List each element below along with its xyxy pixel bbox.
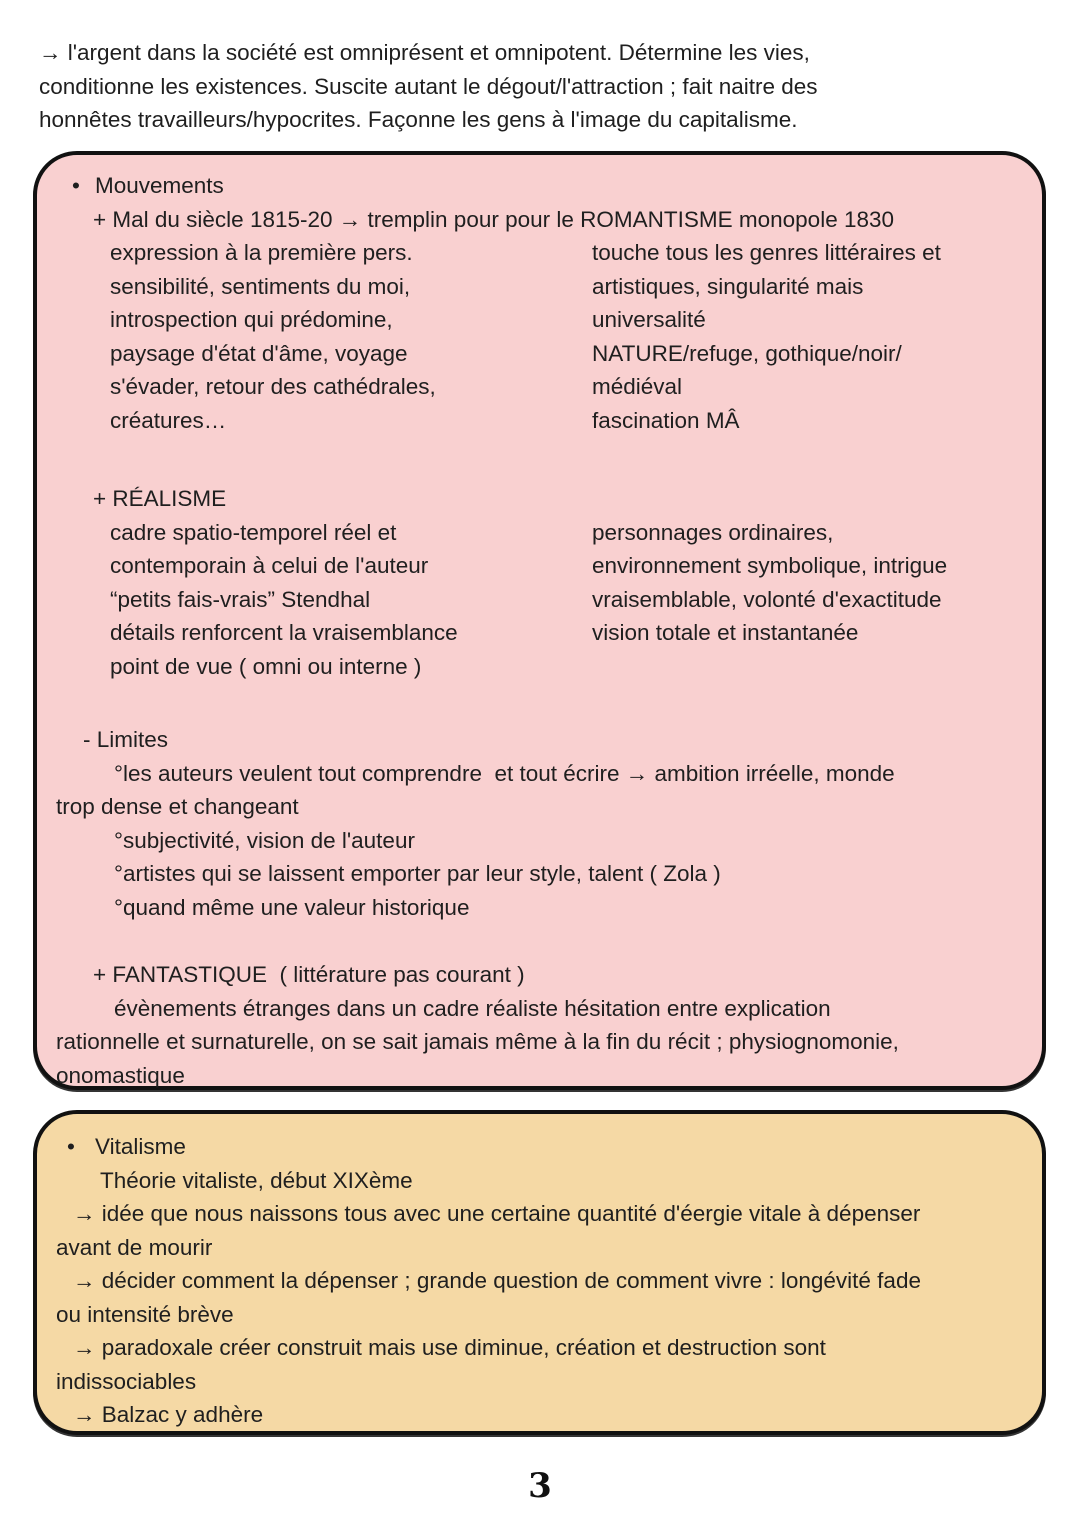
row-left: sensibilité, sentiments du moi, <box>110 273 411 299</box>
row-left: point de vue ( omni ou interne ) <box>110 653 422 679</box>
mal-du-siecle-row <box>37 370 1030 404</box>
limites-line: °artistes qui se laissent emporter par leur style, talent ( Zola ) <box>114 861 721 886</box>
row-left: contemporain à celui de l'auteur <box>110 553 429 578</box>
realisme-heading: + RÉALISME <box>93 486 227 511</box>
limites-line: °subjectivité, vision de l'auteur <box>114 827 415 853</box>
row-right: personnages ordinaires, <box>592 519 834 545</box>
row-left: cadre spatio-temporel réel et <box>110 519 397 545</box>
limites-line: °quand même une valeur historique <box>114 894 470 920</box>
vitalisme-line: avant de mourir <box>56 1234 213 1260</box>
fantastique-line: rationnelle et surnaturelle, on se sait jamais même à la fin du récit ; physiognomonie, <box>56 1029 899 1054</box>
vitalisme-line: → décider comment la dépenser ; grande question de comment vivre : longévité fade <box>73 1268 921 1293</box>
mal-du-siecle-row <box>37 337 1030 371</box>
row-left: paysage d'état d'âme, voyage <box>110 340 408 366</box>
vitalisme-line: indissociables <box>56 1368 197 1394</box>
realisme-row <box>37 549 1030 583</box>
intro-line: → l'argent dans la société est omniprésent et omnipotent. Détermine les vies, <box>39 40 810 65</box>
limites-line: trop dense et changeant <box>56 794 299 819</box>
row-left: expression à la première pers. <box>110 240 413 265</box>
vitalisme-line: → idée que nous naissons tous avec une certaine quantité d'éergie vitale à dépenser <box>73 1201 921 1226</box>
realisme-row <box>37 616 1030 650</box>
row-right: touche tous les genres littéraires et <box>592 240 941 265</box>
fantastique-line: onomastique <box>56 1062 185 1088</box>
row-right: environnement symbolique, intrigue <box>592 553 948 578</box>
intro-line: conditionne les existences. Suscite autant le dégout/l'attraction ; fait naitre des <box>39 73 818 99</box>
mal-du-siecle-heading: + Mal du siècle 1815-20 → tremplin pour pour le ROMANTISME monopole 1830 <box>93 206 895 232</box>
realisme-row <box>37 650 1030 684</box>
limites-line: °les auteurs veulent tout comprendre et tout écrire → ambition irréelle, monde <box>114 760 895 786</box>
vitalisme-box <box>33 1110 1046 1435</box>
row-right: vision totale et instantanée <box>592 620 859 645</box>
realisme-row <box>37 516 1030 550</box>
row-right <box>592 650 1030 684</box>
fantastique-line: évènements étranges dans un cadre réaliste hésitation entre explication <box>114 995 831 1021</box>
movements-box <box>33 151 1046 1090</box>
intro-line: honnêtes travailleurs/hypocrites. Façonne les gens à l'image du capitalisme. <box>39 107 798 132</box>
movements-title: Mouvements <box>95 173 224 198</box>
vitalisme-line: Théorie vitaliste, début XIXème <box>100 1167 413 1193</box>
vitalisme-title-line <box>37 1130 1030 1164</box>
bullet-icon: • <box>67 1134 75 1159</box>
bullet-icon: • <box>72 173 80 198</box>
row-right: NATURE/refuge, gothique/noir/ <box>592 340 902 366</box>
mal-du-siecle-row <box>37 303 1030 337</box>
row-right: médiéval <box>592 374 683 399</box>
row-right: universalité <box>592 307 706 332</box>
mal-du-siecle-row <box>37 270 1030 304</box>
mal-du-siecle-row <box>37 236 1030 270</box>
vitalisme-line: → paradoxale créer construit mais use diminue, création et destruction sont <box>73 1335 826 1360</box>
mal-du-siecle-row <box>37 404 1030 438</box>
row-right: fascination MÂ <box>592 407 740 433</box>
row-right: vraisemblable, volonté d'exactitude <box>592 586 942 612</box>
page-number: 3 <box>528 1466 552 1506</box>
row-left: “petits fais-vrais” Stendhal <box>110 586 371 612</box>
limites-heading: - Limites <box>83 727 169 752</box>
row-left: détails renforcent la vraisemblance <box>110 620 458 645</box>
row-left: s'évader, retour des cathédrales, <box>110 374 436 399</box>
realisme-row <box>37 583 1030 617</box>
row-left: introspection qui prédomine, <box>110 307 393 332</box>
intro-paragraph <box>39 36 1039 137</box>
row-right: artistiques, singularité mais <box>592 273 864 299</box>
vitalisme-line: → Balzac y adhère <box>73 1402 264 1427</box>
vitalisme-line: ou intensité brève <box>56 1301 234 1327</box>
row-left: créatures… <box>110 407 227 433</box>
movements-title-line <box>37 169 1030 203</box>
vitalisme-title: Vitalisme <box>95 1134 186 1159</box>
fantastique-heading: + FANTASTIQUE ( littérature pas courant ) <box>93 962 525 987</box>
